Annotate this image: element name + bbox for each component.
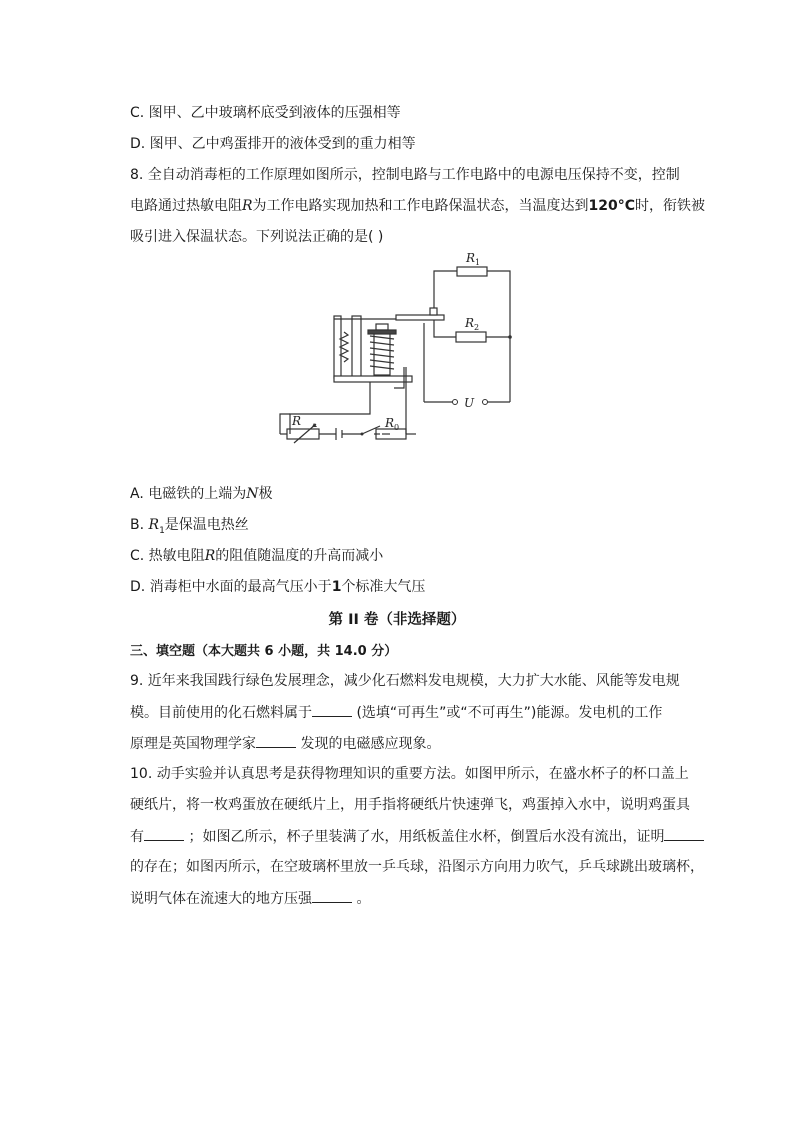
section-title: 三、填空题（本大题共 6 小题，共 14.0 分）: [130, 644, 398, 659]
option-text: 极: [258, 486, 273, 502]
q10-text: 有: [130, 829, 144, 845]
q8-stem-text: 时，衔铁被: [635, 198, 706, 214]
q8-stem-line3: 吸引进入保温状态。下列说法正确的是( ): [130, 229, 384, 245]
q8-temperature: 120°C: [588, 198, 636, 214]
q9-line1: 9. 近年来我国践行绿色发展理念，减少化石燃料发电规模，大力扩大水能、风能等发电规: [130, 673, 680, 689]
option-text: C. 热敏电阻: [130, 548, 205, 564]
r1-subscript: 1: [159, 525, 165, 536]
q9-text: (选填“可再生”或“不可再生”)能源。发电机的工作: [352, 705, 663, 721]
q10-text: 说明气体在流速大的地方压强: [130, 891, 312, 907]
q8-option-b: [130, 515, 249, 541]
thermistor-resistor: [287, 429, 319, 439]
r2-resistor: [456, 332, 486, 342]
q9-text: 模。目前使用的化石燃料属于: [130, 705, 312, 721]
circuit-diagram: [270, 244, 530, 448]
part-two-title: 第 II 卷（非选择题）: [328, 612, 466, 628]
q8-stem-text: 电路通过热敏电阻: [130, 198, 242, 214]
option-text: 个标准大气压: [341, 579, 426, 595]
r1-label: $R_1$: [466, 251, 481, 267]
q10-text: ；如图乙所示，杯子里装满了水，用纸板盖住水杯，倒置后水没有流出，证明: [184, 829, 665, 845]
q10-line5: [130, 888, 370, 909]
u-label: U: [464, 396, 475, 410]
option-text: B.: [130, 517, 149, 533]
option-text: D. 消毒柜中水面的最高气压小于: [130, 579, 332, 595]
r2-label: $R_2$: [465, 316, 480, 332]
q10-line3: [130, 826, 704, 847]
r0-label: $R_0$: [385, 416, 400, 432]
r1-resistor: [457, 267, 487, 276]
q8-option-c: [130, 546, 383, 566]
r0-resistor: [376, 429, 406, 439]
q8-option-a: [130, 484, 272, 504]
q9-text: 原理是英国物理学家: [130, 736, 256, 752]
q10-line4: 的存在；如图丙所示，在空玻璃杯里放一乒乓球，沿图示方向用力吹气，乒乓球跳出玻璃杯，: [130, 859, 704, 875]
answer-blank[interactable]: [256, 733, 296, 748]
q9-line2: [130, 702, 662, 723]
q8-stem-line2: [130, 196, 705, 216]
q8-r-symbol: R: [242, 198, 253, 214]
q10-text: 。: [352, 891, 371, 907]
q8-stem-line1: 8. 全自动消毒柜的工作原理如图所示，控制电路与工作电路中的电源电压保持不变，控制: [130, 167, 680, 183]
option-text: 的阻值随温度的升高而减小: [215, 548, 384, 564]
answer-blank[interactable]: [144, 826, 184, 841]
r-symbol: R: [204, 548, 216, 564]
q7-option-c: C. 图甲、乙中玻璃杯底受到液体的压强相等: [130, 105, 401, 121]
r1-symbol: R: [148, 517, 160, 533]
option-text: A. 电磁铁的上端为: [130, 486, 247, 502]
n-symbol: N: [246, 486, 259, 502]
q10-line2: 硬纸片，将一枚鸡蛋放在硬纸片上，用手指将硬纸片快速弹飞，鸡蛋掉入水中，说明鸡蛋具: [130, 797, 690, 813]
q9-text: 发现的电磁感应现象。: [296, 736, 441, 752]
answer-blank[interactable]: [664, 826, 704, 841]
option-text: 是保温电热丝: [164, 517, 249, 533]
r-label: R: [292, 414, 302, 428]
answer-blank[interactable]: [312, 888, 352, 903]
q9-line3: [130, 733, 440, 754]
answer-blank[interactable]: [312, 702, 352, 717]
q10-line1: 10. 动手实验并认真思考是获得物理知识的重要方法。如图甲所示，在盛水杯子的杯口盖上: [130, 766, 689, 782]
q7-option-d: D. 图甲、乙中鸡蛋排开的液体受到的重力相等: [130, 136, 416, 152]
number-value: 1: [331, 579, 342, 595]
q8-stem-text: 为工作电路实现加热和工作电路保温状态，当温度达到: [252, 198, 589, 214]
q8-option-d: [130, 577, 425, 597]
